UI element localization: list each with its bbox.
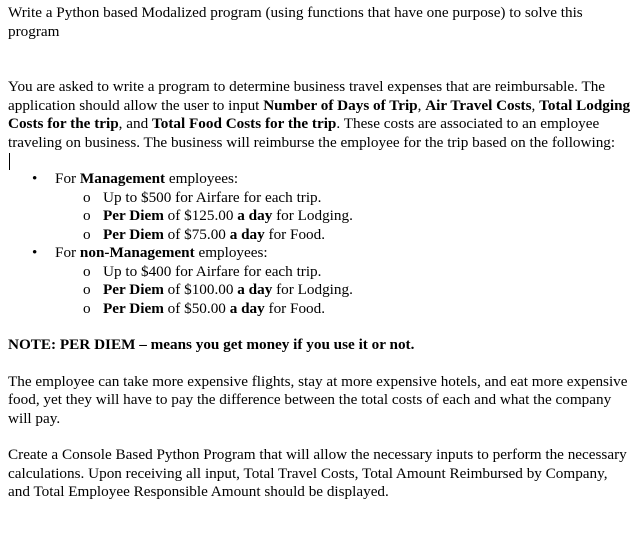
requirements-text-1: You are asked to write a program to determine business travel expenses that are reimbursable. The application should allow the user to input <box>8 78 606 114</box>
input-food-costs: Total Food Costs for the trip <box>152 115 337 132</box>
intro-paragraph: Write a Python based Modalized program (using functions that have one purpose) to solve this program <box>8 4 583 40</box>
non-management-suffix: employees: <box>194 244 268 261</box>
requirements-text-4: , and <box>118 115 152 132</box>
list-item <box>55 300 633 319</box>
list-item <box>55 207 633 226</box>
management-suffix: employees: <box>165 170 239 187</box>
spacer <box>8 428 633 446</box>
rule-bold-2: a day <box>237 207 273 224</box>
list-item-management <box>8 170 633 244</box>
rule-text: of $100.00 <box>163 281 238 298</box>
non-management-prefix: For <box>55 244 80 261</box>
requirements-paragraph <box>8 78 633 152</box>
rule-bold-2: a day <box>229 225 265 243</box>
rule-text-2: for Food. <box>264 225 326 243</box>
list-item <box>55 263 633 282</box>
text-cursor-line <box>8 152 633 170</box>
document-body <box>8 4 633 502</box>
non-management-rules-list <box>55 263 633 319</box>
spacer <box>8 318 633 336</box>
requirements-text-2: , <box>417 96 426 114</box>
input-lodging-costs: Total Lodging Costs for the trip <box>8 96 631 132</box>
circle-bullet-icon: o <box>83 188 91 206</box>
text-cursor <box>9 153 10 170</box>
circle-bullet-icon: o <box>83 262 91 280</box>
rule-text: of $50.00 <box>163 299 230 317</box>
note-paragraph <box>8 336 633 355</box>
rule-text: of $75.00 <box>163 225 230 243</box>
employee-type-list <box>8 170 633 318</box>
note-text: NOTE: PER DIEM – means you get money if you use it or not. <box>8 336 415 353</box>
rule-bold: Per Diem <box>103 299 164 317</box>
difference-paragraph: The employee can take more expensive flights, stay at more expensive hotels, and eat more expensive food, yet they will have to pay the difference between the total costs of each and what the company will pay. <box>8 372 628 427</box>
management-prefix: For <box>55 170 80 187</box>
list-item <box>55 189 633 208</box>
rule-bold: Per Diem <box>103 225 164 243</box>
input-air-travel-costs: Air Travel Costs <box>425 96 532 114</box>
bullet-icon: • <box>32 244 38 261</box>
rule-text: of $125.00 <box>163 207 238 224</box>
rule-text-2: for Lodging. <box>272 207 353 224</box>
rule-text: Up to $500 for Airfare for each trip. <box>103 188 322 206</box>
program-instructions-paragraph: Create a Console Based Python Program that will allow the necessary inputs to perform the necessary calculations. Upon receiving all input, Total Travel Costs, Total Amount Reimbursed by Company, and Total Employee Responsible Amount should be displayed. <box>8 446 627 500</box>
rule-bold: Per Diem <box>103 281 164 298</box>
circle-bullet-icon: o <box>83 225 91 243</box>
rule-bold-2: a day <box>237 281 273 298</box>
requirements-text-3: , <box>531 96 540 114</box>
bullet-icon: • <box>32 170 38 187</box>
list-item <box>55 281 633 300</box>
list-item <box>55 226 633 245</box>
circle-bullet-icon: o <box>83 281 91 298</box>
rule-bold-2: a day <box>229 299 265 317</box>
list-item-non-management <box>8 244 633 318</box>
management-rules-list <box>55 189 633 245</box>
management-label: Management <box>79 170 166 187</box>
spacer <box>8 355 633 373</box>
circle-bullet-icon: o <box>83 207 91 224</box>
circle-bullet-icon: o <box>83 299 91 317</box>
requirements-text-5: . These costs are associated to an employee traveling on business. The business will reimburse the employee for the trip based on the following: <box>8 115 616 151</box>
rule-text-2: for Lodging. <box>272 281 353 298</box>
non-management-label: non-Management <box>79 244 195 261</box>
rule-text-2: for Food. <box>264 299 326 317</box>
rule-text: Up to $400 for Airfare for each trip. <box>103 262 322 280</box>
input-days-of-trip: Number of Days of Trip <box>263 96 418 114</box>
rule-bold: Per Diem <box>103 207 164 224</box>
